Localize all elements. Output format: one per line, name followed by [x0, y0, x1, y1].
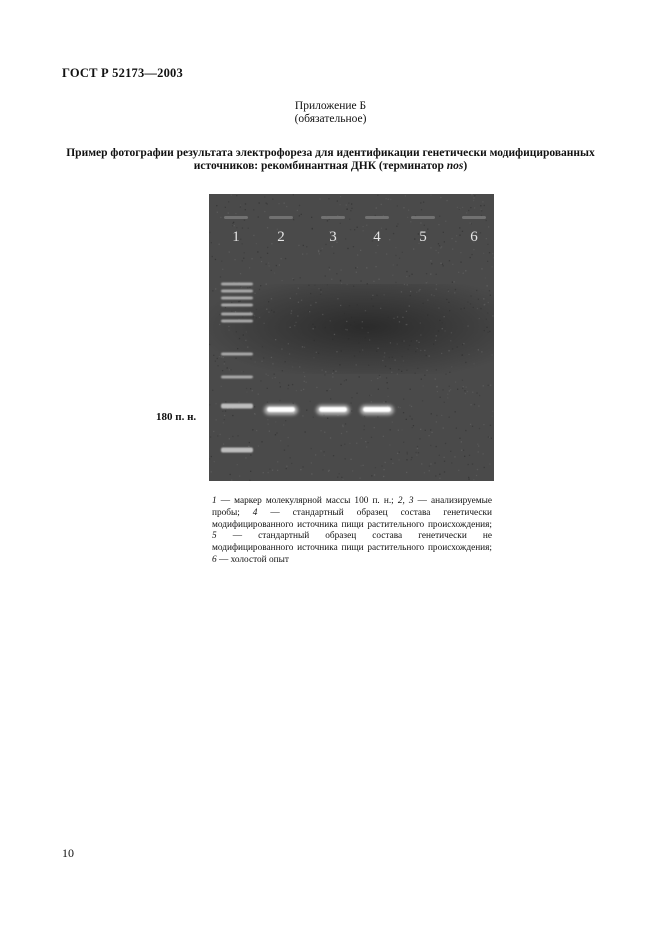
caption-item-text: — стандартный образец состава генетически модифицированного источника пищи растительного происхождения; — [212, 507, 492, 530]
gel-well — [321, 216, 345, 219]
caption-item-number: 2, 3 — [397, 496, 414, 506]
figure-caption — [212, 496, 492, 567]
lane-label: 3 — [329, 229, 337, 245]
sample-band — [363, 407, 391, 412]
lane-label: 6 — [470, 229, 478, 245]
figure-title-italic: nos — [446, 160, 464, 172]
sample-band — [267, 407, 295, 412]
caption-item-text: — анализируемые пробы; — [212, 496, 492, 518]
lane-label: 2 — [277, 229, 285, 245]
marker-band — [221, 320, 253, 323]
figure-title — [60, 147, 601, 173]
gel-well — [365, 216, 389, 219]
lane-label: 4 — [373, 229, 381, 245]
lane-label: 1 — [232, 229, 240, 245]
caption-item-text: — маркер молекулярной массы 100 п. н.; — [216, 496, 398, 506]
gel-well — [462, 216, 486, 219]
appendix-heading — [0, 100, 661, 126]
marker-band — [221, 404, 253, 409]
figure-title-text: Пример фотографии результата электрофореза для идентификации генетически модифицированных источников: рекомбинантная ДНК (терминатор — [66, 147, 595, 172]
sample-band — [319, 407, 347, 412]
caption-item-number: 4 — [252, 507, 258, 518]
marker-band — [221, 297, 253, 300]
caption-item-number: 5 — [212, 531, 217, 542]
marker-band — [221, 283, 253, 286]
marker-band — [221, 290, 253, 293]
caption-item-number: 6 — [212, 554, 217, 565]
gel-photo — [209, 194, 494, 481]
marker-band — [221, 304, 253, 307]
marker-band — [221, 376, 253, 379]
lane-label: 5 — [419, 229, 427, 245]
band-size-label: 180 п. н. — [156, 411, 197, 423]
appendix-title: Приложение Б — [294, 100, 367, 112]
document-id: ГОСТ Р 52173—2003 — [62, 66, 183, 80]
page-number: 10 — [62, 846, 74, 860]
caption-item-number: 1 — [212, 496, 217, 506]
caption-item-text: — холостой опыт — [216, 554, 289, 565]
marker-band — [221, 448, 253, 453]
caption-item-text: — стандартный образец состава генетически не модифицированного источника пищи растительного происхождения; — [212, 531, 492, 554]
figure-title-suffix: ) — [463, 160, 468, 172]
marker-band — [221, 353, 253, 356]
marker-band — [221, 313, 253, 316]
gel-well — [411, 216, 435, 219]
gel-well — [269, 216, 293, 219]
appendix-note: (обязательное) — [294, 113, 367, 125]
gel-well — [224, 216, 248, 219]
